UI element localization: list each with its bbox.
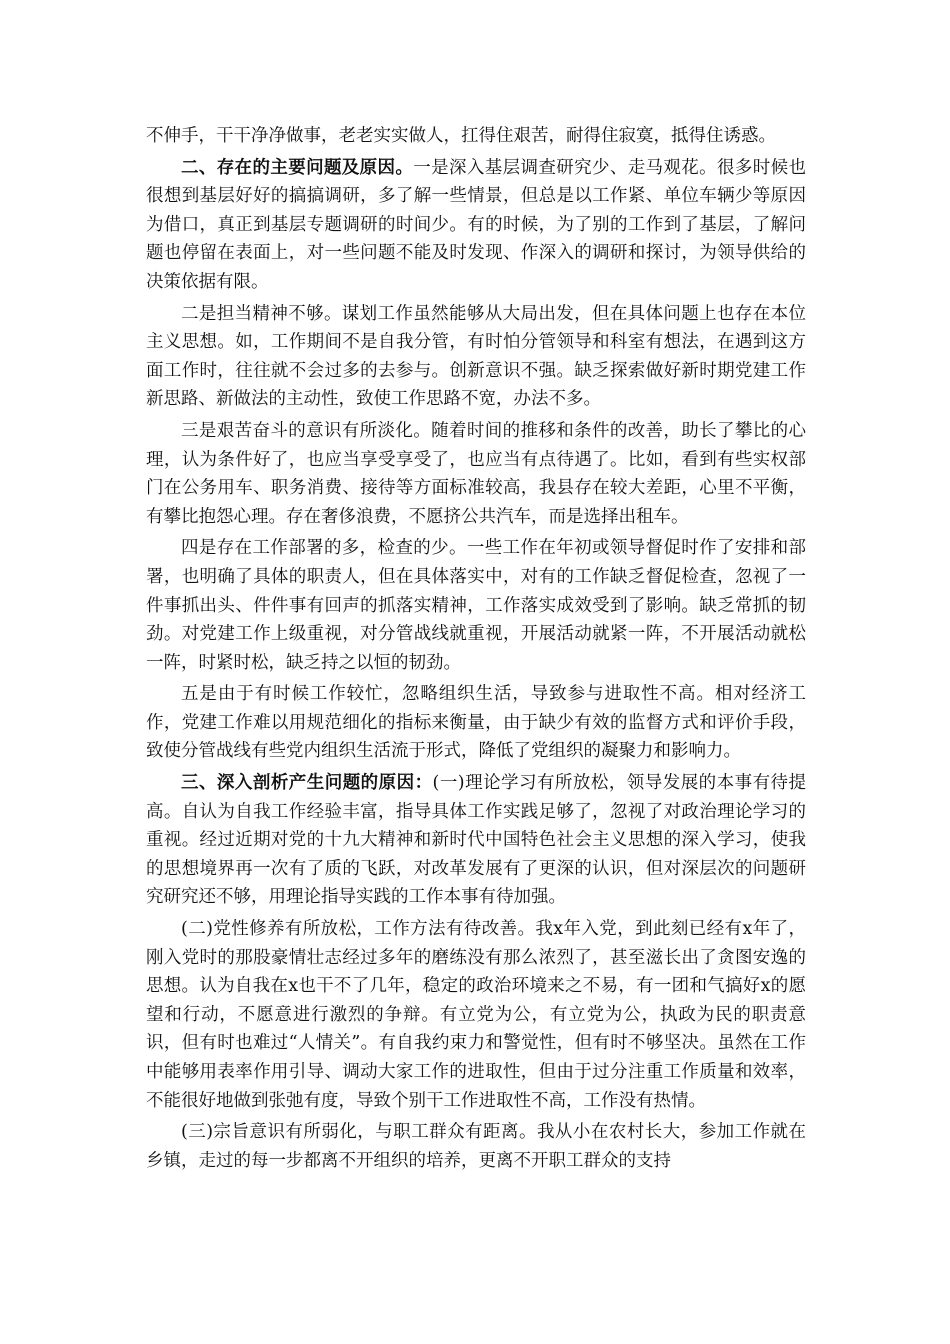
paragraph-text: 不伸手，干干净净做事，老老实实做人，扛得住艰苦，耐得住寂寞，抵得住诱惑。: [146, 126, 776, 146]
section-heading: 三、深入剖析产生问题的原因：: [181, 773, 433, 794]
paragraph-text: (一)理论学习有所放松，领导发展的本事有待提高。自认为自我工作经验丰富，指导具体工作实践足够了，忽视了对政治理论学习的重视。经过近期对党的十九大精神和新时代中国特色社会主义思想的深入学习，使我的思想境界再一次有了质的飞跃，对改革发展有了更深的认识，但对深层次的问题研究研究还不够，用理论指导实践的工作本事有待加强。: [146, 773, 807, 908]
paragraph-continuation: [146, 122, 806, 151]
paragraph-text: 五是由于有时候工作较忙，忽略组织生活，导致参与进取性不高。相对经济工作，党建工作难以用规范细化的指标来衡量，由于缺少有效的监督方式和评价手段，致使分管战线有些党内组织生活流于形式，降低了党组织的凝聚力和影响力。: [146, 684, 806, 762]
paragraph: [146, 680, 806, 766]
paragraph: [146, 534, 806, 677]
paragraph: [146, 915, 806, 1115]
paragraph-text: (三)宗旨意识有所弱化，与职工群众有距离。我从小在农村长大，参加工作就在乡镇，走过的每一步都离不开组织的培养，更离不开职工群众的支持: [146, 1122, 806, 1171]
paragraph-section-two: [146, 154, 806, 297]
paragraph-text: 三是艰苦奋斗的意识有所淡化。随着时间的推移和条件的改善，助长了攀比的心理，认为条件好了，也应当享受享受了，也应当有点待遇了。比如，看到有些实权部门在公务用车、职务消费、接待等方面标准较高，我县存在较大差距，心里不平衡，有攀比抱怨心理。存在奢侈浪费，不愿挤公共汽车，而是选择出租车。: [146, 420, 806, 527]
paragraph: [146, 417, 806, 531]
paragraph-text: 一是深入基层调查研究少、走马观花。很多时候也很想到基层好好的搞搞调研，多了解一些情景，但总是以工作紧、单位车辆少等原因为借口，真正到基层专题调研的时间少。有的时候，为了别的工作到了基层，了解问题也停留在表面上，对一些问题不能及时发现、作深入的调研和探讨，为领导供给的决策依据有限。: [146, 157, 807, 292]
section-heading: 二、存在的主要问题及原因。: [181, 157, 414, 178]
paragraph-section-three: [146, 769, 806, 912]
paragraph-text: 四是存在工作部署的多，检查的少。一些工作在年初或领导督促时作了安排和部署，也明确了具体的职责人，但在具体落实中，对有的工作缺乏督促检查，忽视了一件事抓出头、件件事有回声的抓落实精神，工作落实成效受到了影响。缺乏常抓的韧劲。对党建工作上级重视，对分管战线就重视，开展活动就紧一阵，不开展活动就松一阵，时紧时松，缺乏持之以恒的韧劲。: [146, 538, 806, 673]
paragraph: [146, 1118, 806, 1175]
paragraph: [146, 300, 806, 414]
document-body: [146, 122, 806, 1178]
paragraph-text: 二是担当精神不够。谋划工作虽然能够从大局出发，但在具体问题上也存在本位主义思想。如，工作期间不是自我分管，有时怕分管领导和科室有想法，在遇到这方面工作时，往往就不会过多的去参与。创新意识不强。缺乏探索做好新时期党建工作新思路、新做法的主动性，致使工作思路不宽，办法不多。: [146, 303, 806, 410]
paragraph-text: (二)党性修养有所放松，工作方法有待改善。我x年入党，到此刻已经有x年了，刚入党时的那股豪情壮志经过多年的磨练没有那么浓烈了，甚至滋长出了贪图安逸的思想。认为自我在x也干不了几年，稳定的政治环境来之不易，有一团和气搞好x的愿望和行动，不愿意进行激烈的争辩。有立党为公，有立党为公，执政为民的职责意识，但有时也难过“人情关”。有自我约束力和警觉性，但有时不够坚决。虽然在工作中能够用表率作用引导、调动大家工作的进取性，但由于过分注重工作质量和效率，不能很好地做到张弛有度，导致个别干工作进取性不高，工作没有热情。: [146, 919, 806, 1111]
